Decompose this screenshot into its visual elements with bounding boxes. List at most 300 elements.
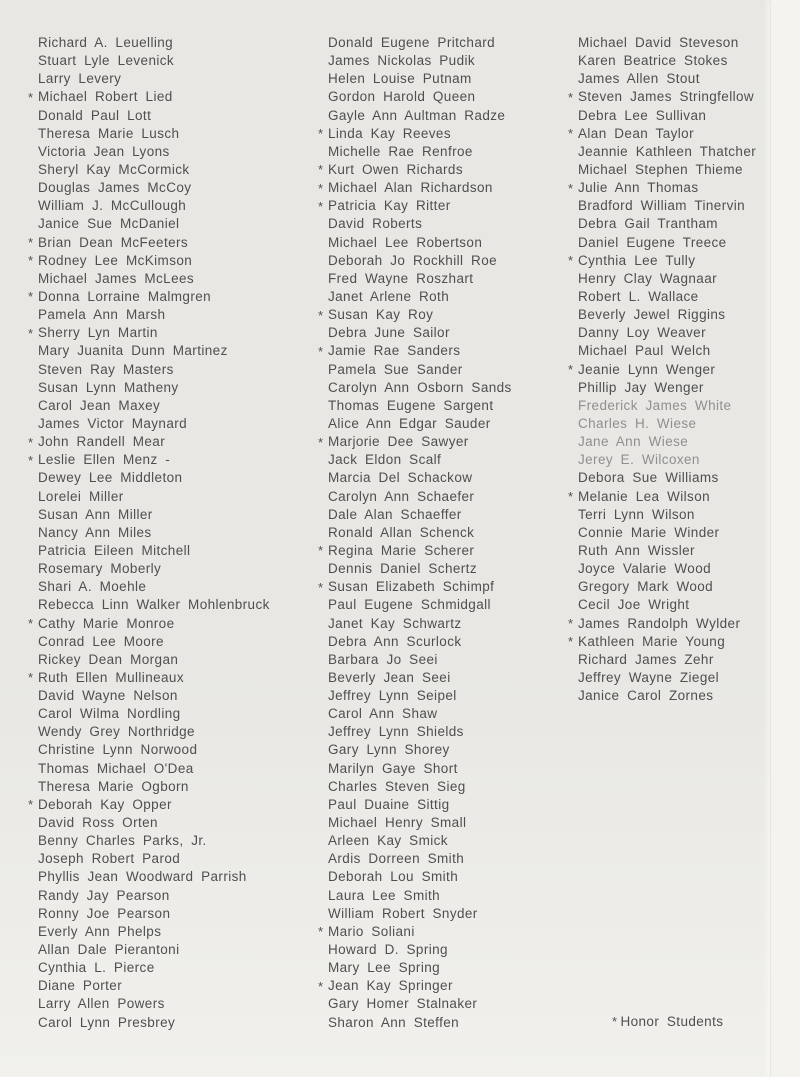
student-name-row: [328, 288, 512, 306]
student-name: Paul Duaine Sittig: [328, 796, 450, 812]
student-name-row: [318, 161, 512, 179]
student-name: Ronald Allan Schenck: [328, 524, 475, 540]
student-name-row: [38, 868, 270, 886]
student-name: Marilyn Gaye Short: [328, 760, 458, 776]
student-name: Mary Lee Spring: [328, 960, 441, 976]
student-name: Cynthia Lee Tully: [578, 252, 696, 268]
student-name-row: [578, 451, 756, 469]
student-name: Phyllis Jean Woodward Parrish: [38, 869, 247, 885]
student-name: Ronny Joe Pearson: [38, 905, 171, 921]
student-name: Michael Henry Small: [328, 815, 467, 831]
honor-asterisk: *: [28, 325, 34, 341]
student-name-row: [328, 615, 512, 633]
student-name: Steven James Stringfellow: [578, 89, 755, 105]
student-name-row: [328, 361, 512, 379]
student-name: Conrad Lee Moore: [38, 633, 164, 649]
student-name: Patricia Eileen Mitchell: [38, 542, 191, 558]
student-name-row: [38, 342, 270, 360]
student-name-row: [328, 741, 512, 759]
student-name: Janice Sue McDaniel: [38, 216, 180, 232]
student-name-row: [328, 760, 512, 778]
student-name-row: [578, 433, 756, 451]
student-name: Gordon Harold Queen: [328, 89, 476, 105]
student-name: Alice Ann Edgar Sauder: [328, 415, 491, 431]
student-name-row: [328, 651, 512, 669]
student-name: Carol Lynn Presbrey: [38, 1014, 176, 1030]
honor-asterisk: *: [318, 924, 324, 940]
honor-asterisk: *: [568, 616, 574, 631]
student-name: Dennis Daniel Schertz: [328, 561, 477, 577]
student-name: Dale Alan Schaeffer: [328, 506, 462, 522]
student-name: Arleen Kay Smick: [328, 833, 448, 849]
student-name: Michael Paul Welch: [578, 343, 711, 359]
student-name: Gayle Ann Aultman Radze: [328, 107, 506, 123]
student-name-row: [318, 977, 512, 995]
student-name: David Roberts: [328, 216, 423, 232]
student-name: Brian Dean McFeeters: [38, 234, 189, 250]
student-name-row: [318, 578, 512, 596]
student-name: Pamela Sue Sander: [328, 361, 463, 377]
student-name-row: [328, 596, 512, 614]
student-name: Robert L. Wallace: [578, 288, 699, 304]
student-name: Michael Robert Lied: [38, 89, 173, 105]
student-name-row: [328, 469, 512, 487]
student-name: James Victor Maynard: [38, 415, 188, 431]
student-name-row: [578, 70, 756, 88]
honor-asterisk: *: [28, 235, 34, 251]
honor-asterisk: *: [318, 198, 324, 214]
student-name-row: [328, 234, 512, 252]
student-name-row: [38, 270, 270, 288]
student-name: Joseph Robert Parod: [38, 851, 181, 867]
honor-asterisk: *: [28, 89, 34, 105]
student-name-row: [38, 905, 270, 923]
student-name: Diane Porter: [38, 978, 123, 994]
student-name: Larry Allen Powers: [38, 996, 165, 1012]
student-name: Victoria Jean Lyons: [38, 143, 170, 159]
student-name-row: [28, 796, 270, 814]
student-name: Linda Kay Reeves: [328, 125, 451, 141]
student-name: Gary Lynn Shorey: [328, 742, 450, 758]
honor-asterisk: *: [568, 362, 574, 378]
student-name: Michael James McLees: [38, 270, 195, 286]
student-name: Thomas Michael O'Dea: [38, 760, 194, 776]
student-name: Gary Homer Stalnaker: [328, 996, 478, 1012]
student-name-row: [28, 234, 270, 252]
student-name-row: [328, 959, 512, 977]
student-name: Ruth Ann Wissler: [578, 542, 695, 558]
student-name-row: [328, 324, 512, 342]
student-name-row: [578, 306, 756, 324]
honor-asterisk: *: [612, 1014, 618, 1029]
student-name-row: [38, 469, 270, 487]
honor-asterisk: *: [318, 126, 324, 142]
student-name: Carolyn Ann Schaefer: [328, 488, 475, 504]
student-name: Fred Wayne Roszhart: [328, 270, 474, 286]
student-name: David Ross Orten: [38, 815, 158, 831]
student-name-row: [38, 578, 270, 596]
student-name-row: [38, 125, 270, 143]
student-name: Jeannie Kathleen Thatcher: [578, 143, 757, 159]
student-name: Michelle Rae Renfroe: [328, 143, 473, 159]
student-name-row: [328, 70, 512, 88]
name-column-2: [318, 34, 512, 1032]
student-name-row: [328, 88, 512, 106]
student-name-row: [38, 215, 270, 233]
student-name: Rickey Dean Morgan: [38, 651, 179, 667]
student-name-row: [38, 488, 270, 506]
student-name: Rosemary Moberly: [38, 561, 162, 577]
student-name: Leslie Ellen Menz -: [38, 452, 171, 468]
student-name: Susan Ann Miller: [38, 506, 153, 522]
name-column-1: [28, 34, 270, 1032]
student-name: Douglas James McCoy: [38, 180, 192, 196]
student-name: Melanie Lea Wilson: [578, 488, 711, 504]
student-name: Regina Marie Scherer: [328, 542, 475, 558]
honor-asterisk: *: [318, 978, 324, 994]
student-name-row: [578, 324, 756, 342]
student-name-row: [28, 451, 270, 469]
student-name-row: [328, 850, 512, 868]
student-name: Cathy Marie Monroe: [38, 615, 175, 631]
student-name-row: [328, 488, 512, 506]
student-name-row: [38, 107, 270, 125]
student-name: Phillip Jay Wenger: [578, 379, 704, 395]
student-name: Steven Ray Masters: [38, 361, 174, 377]
student-name-row: [38, 850, 270, 868]
student-name-row: [578, 215, 756, 233]
student-name: Jane Ann Wiese: [578, 434, 689, 450]
student-name: Terri Lynn Wilson: [578, 506, 695, 522]
student-name-row: [328, 143, 512, 161]
student-name: James Randolph Wylder: [578, 615, 741, 631]
student-name: Janice Carol Zornes: [578, 688, 714, 704]
honor-asterisk: *: [28, 434, 34, 450]
student-name: Alan Dean Taylor: [578, 125, 694, 141]
honor-asterisk: *: [318, 343, 324, 359]
student-name-row: [328, 669, 512, 687]
student-name: Ruth Ellen Mullineaux: [38, 669, 184, 685]
student-name: Bradford William Tinervin: [578, 198, 746, 214]
student-name: Deborah Lou Smith: [328, 869, 459, 885]
student-name: Rodney Lee McKimson: [38, 252, 193, 268]
student-name: Stuart Lyle Levenick: [38, 53, 175, 69]
student-name: David Wayne Nelson: [38, 688, 178, 704]
student-name: Joyce Valarie Wood: [578, 561, 712, 577]
student-name: Pamela Ann Marsh: [38, 307, 166, 323]
footnote-label: Honor Students: [620, 1014, 724, 1029]
student-name: Carol Jean Maxey: [38, 397, 161, 413]
student-name-row: [568, 252, 756, 270]
student-name-row: [578, 542, 756, 560]
student-name-row: [328, 215, 512, 233]
student-name: Jamie Rae Sanders: [328, 343, 461, 359]
student-name: Wendy Grey Northridge: [38, 724, 195, 740]
student-name-row: [328, 107, 512, 125]
student-name-row: [568, 488, 756, 506]
honor-asterisk: *: [318, 434, 324, 450]
student-name-row: [578, 161, 756, 179]
student-name-row: [38, 397, 270, 415]
student-name-row: [578, 415, 756, 433]
student-name-row: [328, 560, 512, 578]
student-name-row: [318, 923, 512, 941]
student-name: Patricia Kay Ritter: [328, 198, 451, 214]
student-name: Helen Louise Putnam: [328, 71, 472, 87]
student-name-row: [328, 524, 512, 542]
student-name: James Allen Stout: [578, 71, 700, 87]
student-name: Beverly Jean Seei: [328, 669, 451, 685]
student-name-row: [578, 234, 756, 252]
student-name: Charles Steven Sieg: [328, 778, 466, 794]
student-name-row: [38, 70, 270, 88]
student-name: Allan Dale Pierantoni: [38, 942, 180, 958]
student-name: Debra June Sailor: [328, 325, 450, 341]
honor-asterisk: *: [28, 616, 34, 631]
student-name: Paul Eugene Schmidgall: [328, 597, 491, 613]
student-name: Theresa Marie Lusch: [38, 125, 180, 141]
student-name: Carolyn Ann Osborn Sands: [328, 379, 512, 395]
student-name-row: [328, 995, 512, 1013]
student-name-row: [318, 125, 512, 143]
student-name: Marjorie Dee Sawyer: [328, 434, 469, 450]
student-name-row: [578, 342, 756, 360]
student-name-row: [38, 34, 270, 52]
student-name-row: [38, 379, 270, 397]
student-name: Laura Lee Smith: [328, 887, 441, 903]
student-name: Donna Lorraine Malmgren: [38, 288, 212, 304]
student-name-row: [38, 161, 270, 179]
student-name-row: [38, 723, 270, 741]
student-name: Rebecca Linn Walker Mohlenbruck: [38, 597, 270, 613]
student-name-row: [328, 705, 512, 723]
honor-asterisk: *: [28, 670, 34, 686]
student-name: Susan Lynn Matheny: [38, 379, 179, 395]
student-name-row: [328, 252, 512, 270]
student-name: Debra Gail Trantham: [578, 216, 718, 232]
student-name-row: [38, 506, 270, 524]
student-name: Randy Jay Pearson: [38, 887, 170, 903]
student-name: Jeffrey Lynn Shields: [328, 724, 464, 740]
student-name: Sheryl Kay McCormick: [38, 161, 190, 177]
student-name: Jeffrey Wayne Ziegel: [578, 669, 720, 685]
student-name: Carol Ann Shaw: [328, 706, 438, 722]
student-name-row: [328, 868, 512, 886]
student-name-row: [318, 197, 512, 215]
student-name-row: [578, 469, 756, 487]
student-name-row: [38, 705, 270, 723]
student-name: Christine Lynn Norwood: [38, 742, 198, 758]
student-name: Karen Beatrice Stokes: [578, 53, 728, 69]
student-name-row: [568, 633, 756, 651]
student-name-row: [328, 451, 512, 469]
student-name-row: [38, 941, 270, 959]
student-name-row: [318, 306, 512, 324]
student-name-row: [578, 197, 756, 215]
student-name: Everly Ann Phelps: [38, 923, 162, 939]
student-name-row: [38, 1014, 270, 1032]
student-name-row: [38, 814, 270, 832]
student-name: Jeanie Lynn Wenger: [578, 361, 716, 377]
student-name: Gregory Mark Wood: [578, 579, 714, 595]
student-name: Richard James Zehr: [578, 651, 714, 667]
student-name: Jeffrey Lynn Seipel: [328, 688, 457, 704]
student-name-row: [578, 397, 756, 415]
student-name: Janet Kay Schwartz: [328, 615, 462, 631]
student-name: Dewey Lee Middleton: [38, 470, 183, 486]
student-name: Ardis Dorreen Smith: [328, 851, 465, 867]
student-name-row: [38, 687, 270, 705]
student-name-row: [318, 342, 512, 360]
student-name: Debora Sue Williams: [578, 470, 719, 486]
student-name-row: [328, 778, 512, 796]
student-name-row: [328, 796, 512, 814]
student-name: Larry Levery: [38, 71, 122, 87]
student-name: Janet Arlene Roth: [328, 288, 450, 304]
honor-students-footnote: [612, 1013, 723, 1031]
student-name: Nancy Ann Miles: [38, 524, 152, 540]
student-name-row: [568, 179, 756, 197]
honor-asterisk: *: [318, 543, 324, 559]
student-name-row: [38, 923, 270, 941]
student-name: Susan Elizabeth Schimpf: [328, 579, 495, 595]
student-name-row: [38, 143, 270, 161]
student-name: Debra Ann Scurlock: [328, 633, 462, 649]
student-name-row: [38, 596, 270, 614]
student-name: Kurt Owen Richards: [328, 161, 463, 177]
student-name-row: [578, 524, 756, 542]
student-name: William J. McCullough: [38, 198, 187, 214]
student-name-row: [568, 615, 756, 633]
student-name-row: [328, 506, 512, 524]
student-name-row: [328, 887, 512, 905]
student-name: Danny Loy Weaver: [578, 325, 706, 341]
student-name-row: [318, 433, 512, 451]
student-name-row: [328, 832, 512, 850]
student-name: Sharon Ann Steffen: [328, 1014, 460, 1030]
student-name: Jean Kay Springer: [328, 978, 453, 994]
honor-asterisk: *: [318, 307, 324, 323]
student-name-row: [328, 941, 512, 959]
student-name-row: [38, 832, 270, 850]
student-name-row: [28, 433, 270, 451]
student-name-row: [578, 687, 756, 705]
student-name-row: [578, 578, 756, 596]
honor-asterisk: *: [28, 452, 34, 468]
student-name-row: [38, 524, 270, 542]
student-name-row: [38, 995, 270, 1013]
student-name-row: [328, 687, 512, 705]
student-name-row: [328, 905, 512, 923]
student-name-row: [578, 107, 756, 125]
honor-asterisk: *: [568, 126, 574, 142]
student-name-row: [38, 887, 270, 905]
student-name: Kathleen Marie Young: [578, 633, 726, 649]
student-name: Debra Lee Sullivan: [578, 107, 707, 123]
student-name-row: [38, 959, 270, 977]
student-name-row: [578, 34, 756, 52]
student-name: Michael Stephen Thieme: [578, 161, 743, 177]
student-name-row: [38, 306, 270, 324]
student-name: Shari A. Moehle: [38, 579, 147, 595]
student-name: Cynthia L. Pierce: [38, 960, 155, 976]
student-name-row: [328, 52, 512, 70]
student-name-row: [578, 506, 756, 524]
student-name-row: [578, 288, 756, 306]
name-column-3: [568, 34, 757, 705]
student-name-row: [28, 324, 270, 342]
student-name: William Robert Snyder: [328, 905, 478, 921]
honor-asterisk: *: [568, 89, 574, 105]
student-name-row: [28, 669, 270, 687]
student-name-row: [28, 252, 270, 270]
student-name-row: [328, 397, 512, 415]
student-name-row: [568, 361, 756, 379]
student-name-row: [328, 34, 512, 52]
student-name: John Randell Mear: [38, 434, 166, 450]
student-name: Mary Juanita Dunn Martinez: [38, 343, 228, 359]
student-name: Jerey E. Wilcoxen: [578, 452, 700, 468]
honor-asterisk: *: [28, 253, 34, 269]
student-name-row: [578, 651, 756, 669]
student-name: Donald Paul Lott: [38, 107, 152, 123]
student-name-row: [38, 977, 270, 995]
student-name: Michael David Steveson: [578, 35, 739, 50]
student-name-row: [568, 125, 756, 143]
honor-asterisk: *: [28, 797, 34, 813]
student-name: Thomas Eugene Sargent: [328, 397, 494, 413]
honor-asterisk: *: [568, 634, 574, 650]
student-name: Charles H. Wiese: [578, 415, 697, 431]
student-name-row: [328, 415, 512, 433]
student-name: Carol Wilma Nordling: [38, 706, 181, 722]
student-name: Deborah Jo Rockhill Roe: [328, 252, 498, 268]
student-name: Frederick James White: [578, 397, 732, 413]
student-name: Michael Lee Robertson: [328, 234, 483, 250]
student-name: Lorelei Miller: [38, 488, 124, 504]
honor-asterisk: *: [318, 579, 324, 595]
student-name-row: [318, 542, 512, 560]
student-name-row: [328, 814, 512, 832]
student-name: James Nickolas Pudik: [328, 53, 476, 69]
student-name-row: [38, 651, 270, 669]
student-name: Donald Eugene Pritchard: [328, 35, 496, 50]
student-name-row: [28, 88, 270, 106]
student-name: Cecil Joe Wright: [578, 597, 690, 613]
student-name: Susan Kay Roy: [328, 307, 434, 323]
student-name: Jack Eldon Scalf: [328, 452, 442, 468]
student-name-row: [38, 741, 270, 759]
student-name-row: [318, 179, 512, 197]
honor-asterisk: *: [568, 180, 574, 196]
student-name: Beverly Jewel Riggins: [578, 307, 726, 323]
student-name-row: [328, 379, 512, 397]
student-name-row: [578, 379, 756, 397]
student-name-row: [578, 596, 756, 614]
student-name: Daniel Eugene Treece: [578, 234, 727, 250]
student-name-row: [38, 778, 270, 796]
student-name: Mario Soliani: [328, 923, 415, 939]
student-name-row: [38, 760, 270, 778]
student-name-row: [38, 361, 270, 379]
student-name: Barbara Jo Seei: [328, 651, 438, 667]
honor-asterisk: *: [568, 489, 574, 505]
student-name-row: [578, 560, 756, 578]
student-name: Marcia Del Schackow: [328, 470, 473, 486]
student-name-row: [578, 270, 756, 288]
honor-asterisk: *: [318, 180, 324, 196]
student-name: Benny Charles Parks, Jr.: [38, 833, 207, 849]
